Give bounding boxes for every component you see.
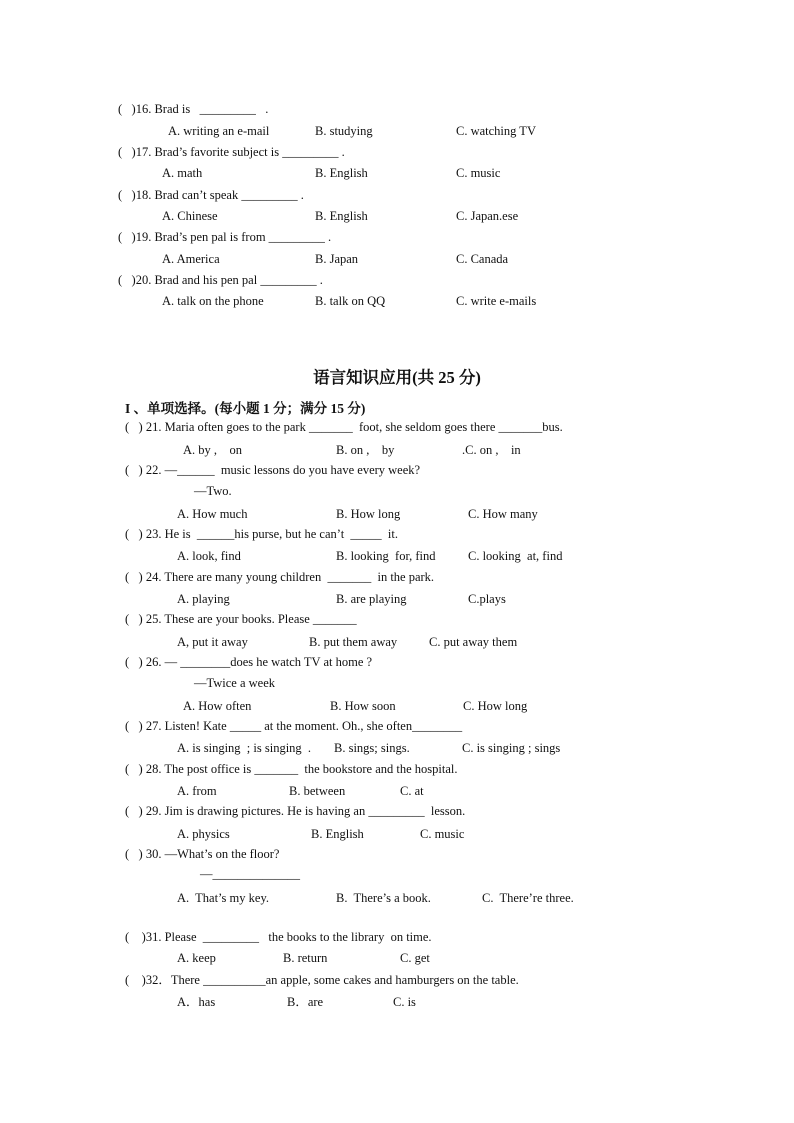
section-title: 语言知识应用(共 25 分)	[313, 368, 481, 387]
option-25-c: C. put away them	[429, 635, 518, 649]
option-31-a: A. keep	[177, 951, 216, 965]
question-21: ( ) 21. Maria often goes to the park _______ foot, she seldom goes there _______bus.	[125, 420, 563, 434]
option-22-a: A. How much	[177, 507, 248, 521]
option-31-c: C. get	[400, 951, 430, 965]
option-19-a: A. America	[162, 252, 220, 266]
option-23-b: B. looking for, find	[336, 549, 436, 563]
reply-30: —______________	[200, 867, 300, 881]
option-23-a: A. look, find	[177, 549, 241, 563]
option-28-c: C. at	[400, 784, 424, 798]
question-22: ( ) 22. —______ music lessons do you have every week?	[125, 463, 421, 477]
reply-22: —Two.	[194, 484, 232, 498]
question-23: ( ) 23. He is ______his purse, but he can’t _____ it.	[125, 527, 398, 541]
option-32-a: A．has	[177, 995, 216, 1009]
option-17-b: B. English	[315, 166, 368, 180]
question-28: ( ) 28. The post office is _______ the bookstore and the hospital.	[125, 762, 458, 776]
option-21-c: .C. on , in	[462, 443, 521, 457]
option-26-c: C. How long	[463, 699, 528, 713]
option-32-b: B．are	[287, 995, 324, 1009]
question-20: ( )20. Brad and his pen pal _________ .	[118, 273, 323, 287]
option-29-a: A. physics	[177, 827, 230, 841]
option-27-a: A. is singing ; is singing .	[177, 741, 312, 755]
question-30: ( ) 30. —What’s on the floor?	[125, 847, 280, 861]
option-25-b: B. put them away	[309, 635, 398, 649]
option-30-b: B. There’s a book.	[336, 891, 431, 905]
option-20-c: C. write e-mails	[456, 294, 537, 308]
option-27-c: C. is singing ; sings	[462, 741, 561, 755]
option-20-a: A. talk on the phone	[162, 294, 264, 308]
option-18-b: B. English	[315, 209, 368, 223]
option-19-c: C. Canada	[456, 252, 509, 266]
option-24-a: A. playing	[177, 592, 230, 606]
option-26-b: B. How soon	[330, 699, 396, 713]
question-29: ( ) 29. Jim is drawing pictures. He is having an _________ lesson.	[125, 804, 466, 818]
option-19-b: B. Japan	[315, 252, 359, 266]
question-31: ( )31. Please _________ the books to the library on time.	[125, 930, 432, 944]
option-26-a: A. How often	[183, 699, 252, 713]
question-19: ( )19. Brad’s pen pal is from _________ .	[118, 230, 332, 244]
option-17-c: C. music	[456, 166, 501, 180]
option-25-a: A, put it away	[177, 635, 248, 649]
option-16-a: A. writing an e-mail	[168, 124, 270, 138]
option-21-a: A. by , on	[183, 443, 243, 457]
option-18-c: C. Japan.ese	[456, 209, 519, 223]
option-31-b: B. return	[283, 951, 328, 965]
question-17: ( )17. Brad’s favorite subject is _________ .	[118, 145, 345, 159]
option-28-a: A. from	[177, 784, 217, 798]
option-16-c: C. watching TV	[456, 124, 536, 138]
option-30-a: A. That’s my key.	[177, 891, 270, 905]
option-32-c: C. is	[393, 995, 416, 1009]
question-26: ( ) 26. — ________does he watch TV at home ?	[125, 655, 373, 669]
option-16-b: B. studying	[315, 124, 373, 138]
question-25: ( ) 25. These are your books. Please _______	[125, 612, 357, 626]
option-20-b: B. talk on QQ	[315, 294, 386, 308]
option-21-b: B. on , by	[336, 443, 395, 457]
reply-26: —Twice a week	[194, 676, 276, 690]
option-22-b: B. How long	[336, 507, 401, 521]
option-30-c: C. There’re three.	[482, 891, 574, 905]
question-18: ( )18. Brad can’t speak _________ .	[118, 188, 304, 202]
option-24-b: B. are playing	[336, 592, 407, 606]
option-28-b: B. between	[289, 784, 346, 798]
option-29-c: C. music	[420, 827, 465, 841]
option-24-c: C.plays	[468, 592, 506, 606]
option-17-a: A. math	[162, 166, 203, 180]
option-23-c: C. looking at, find	[468, 549, 563, 563]
option-22-c: C. How many	[468, 507, 538, 521]
question-16: ( )16. Brad is _________ .	[118, 102, 269, 116]
option-27-b: B. sings; sings.	[334, 741, 410, 755]
question-27: ( ) 27. Listen! Kate _____ at the moment. Oh., she often________	[125, 719, 463, 733]
section-subtitle: I 、单项选择。(每小题 1 分；满分 15 分)	[125, 401, 366, 416]
option-29-b: B. English	[311, 827, 364, 841]
question-24: ( ) 24. There are many young children _______ in the park.	[125, 570, 435, 584]
question-32: ( )32．There __________an apple, some cakes and hamburgers on the table.	[125, 973, 519, 987]
option-18-a: A. Chinese	[162, 209, 218, 223]
